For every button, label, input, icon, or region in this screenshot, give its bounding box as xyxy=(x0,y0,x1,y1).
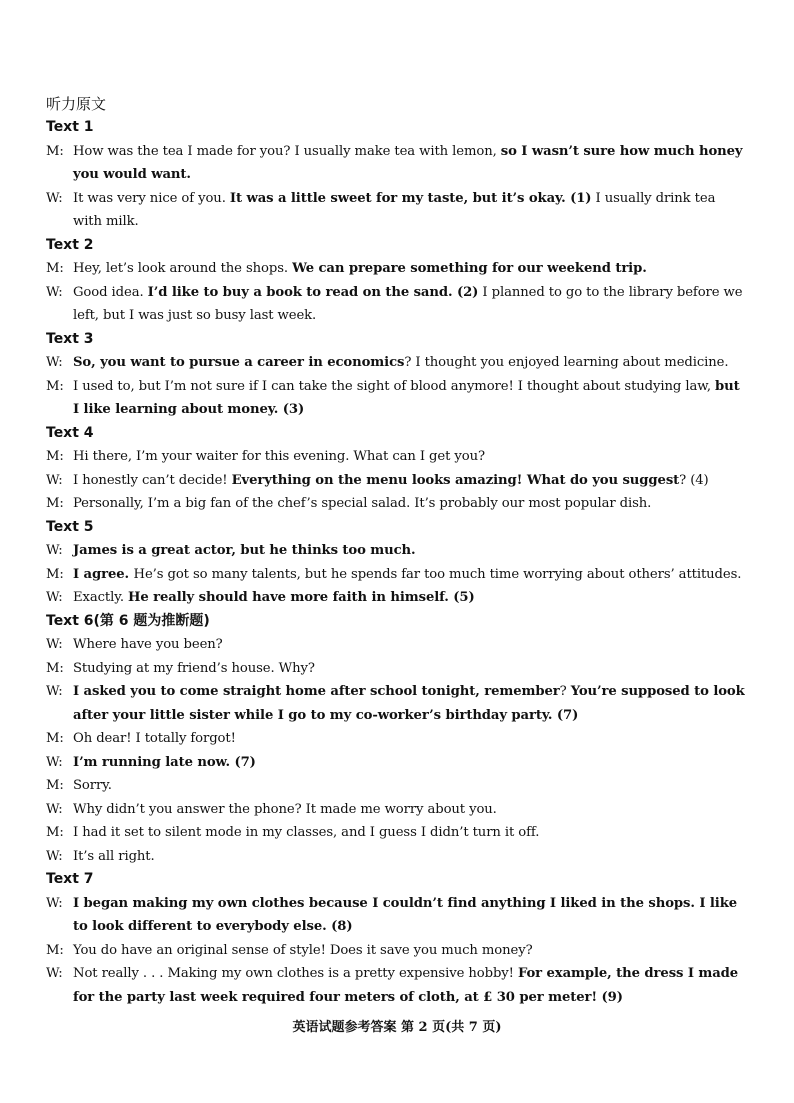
dialogue-text: ? (4) xyxy=(679,472,709,488)
speaker-label: M: xyxy=(46,566,64,582)
dialogue-text: ? I thought you enjoyed learning about medicine. xyxy=(404,355,729,370)
section-heading: Text 6(第 6 题为推断题) xyxy=(46,612,210,629)
answer-highlight: I’m running late now. (7) xyxy=(73,754,256,770)
dialogue-text: You do have an original sense of style! Does it save you much money? xyxy=(73,942,533,958)
dialogue-text: It was very nice of you. xyxy=(73,190,230,206)
transcript-section xyxy=(46,610,748,869)
speaker-label: M: xyxy=(46,942,64,958)
dialogue-text: ? xyxy=(559,684,571,699)
dialogue-text: I planned to go to the library before we left, but I was just so busy last week. xyxy=(73,284,743,323)
transcript-section xyxy=(46,868,748,1009)
speaker-label: M: xyxy=(46,825,64,840)
speaker-label: W: xyxy=(46,684,63,699)
speaker-label: W: xyxy=(46,801,63,817)
speaker-label: M: xyxy=(46,143,64,159)
dialogue-text: Good idea. xyxy=(73,284,148,300)
dialogue-line xyxy=(46,751,748,775)
speaker-label: M: xyxy=(46,660,64,676)
answer-highlight: but I like learning about money. (3) xyxy=(73,378,740,417)
dialogue-line xyxy=(46,798,748,822)
answer-highlight: James is a great actor, but he thinks too much. xyxy=(73,543,416,558)
speaker-label: W: xyxy=(46,848,63,864)
speaker-label: M: xyxy=(46,378,64,394)
section-heading: Text 2 xyxy=(46,236,94,253)
answer-highlight: You’re supposed to look after your little sister while I go to my co-worker’s birthday party. (7) xyxy=(73,684,745,723)
speaker-label: M: xyxy=(46,496,64,511)
dialogue-line xyxy=(46,821,748,845)
dialogue-text: I usually drink tea with milk. xyxy=(73,190,716,229)
document-title: 听力原文 xyxy=(46,95,107,113)
dialogue-line xyxy=(46,140,748,187)
dialogue-line xyxy=(46,563,748,587)
speaker-label: W: xyxy=(46,284,63,300)
dialogue-line xyxy=(46,892,748,939)
dialogue-line xyxy=(46,727,748,751)
dialogue-line xyxy=(46,187,748,234)
speaker-label: W: xyxy=(46,895,63,911)
dialogue-line xyxy=(46,375,748,422)
dialogue-text: It’s all right. xyxy=(73,848,155,864)
speaker-label: M: xyxy=(46,449,64,464)
speaker-label: W: xyxy=(46,543,63,558)
transcript-section xyxy=(46,116,748,234)
section-heading: Text 4 xyxy=(46,424,94,441)
speaker-label: W: xyxy=(46,754,63,770)
dialogue-text: Hi there, I’m your waiter for this evening. What can I get you? xyxy=(73,449,485,464)
transcript-section xyxy=(46,234,748,328)
dialogue-text: He’s got so many talents, but he spends far too much time worrying about others’ attitudes. xyxy=(133,566,742,582)
dialogue-text: Sorry. xyxy=(73,778,112,793)
dialogue-line xyxy=(46,680,748,727)
speaker-label: W: xyxy=(46,637,63,652)
dialogue-line xyxy=(46,774,748,798)
dialogue-text: Studying at my friend’s house. Why? xyxy=(73,660,315,676)
dialogue-text: Why didn’t you answer the phone? It made me worry about you. xyxy=(73,801,497,817)
dialogue-line xyxy=(46,351,748,375)
answer-highlight: I’d like to buy a book to read on the sand. (2) xyxy=(147,284,479,300)
dialogue-text: I had it set to silent mode in my classes, and I guess I didn’t turn it off. xyxy=(73,825,540,840)
answer-highlight: I asked you to come straight home after school tonight, remember xyxy=(73,684,560,699)
answer-highlight: For example, the dress I made for the party last week required four meters of cloth, at £ 30 per meter! (9) xyxy=(73,966,739,1005)
transcript-section xyxy=(46,328,748,422)
dialogue-text: Exactly. xyxy=(73,590,129,605)
dialogue-text: I used to, but I’m not sure if I can take the sight of blood anymore! I thought about studying law, xyxy=(73,378,716,394)
dialogue-text: Where have you been? xyxy=(73,637,223,652)
answer-highlight: We can prepare something for our weekend trip. xyxy=(292,261,647,276)
dialogue-line xyxy=(46,445,748,469)
dialogue-line xyxy=(46,633,748,657)
answer-highlight: He really should have more faith in himself. (5) xyxy=(128,590,475,605)
answer-highlight: It was a little sweet for my taste, but it’s okay. (1) xyxy=(229,190,592,206)
section-heading: Text 5 xyxy=(46,518,94,535)
dialogue-line xyxy=(46,962,748,1009)
speaker-label: M: xyxy=(46,778,64,793)
dialogue-text: Oh dear! I totally forgot! xyxy=(73,731,236,746)
dialogue-text: Hey, let’s look around the shops. xyxy=(73,261,293,276)
dialogue-text: I honestly can’t decide! xyxy=(73,472,232,488)
transcript-section xyxy=(46,516,748,610)
speaker-label: M: xyxy=(46,731,64,746)
dialogue-line xyxy=(46,492,748,516)
speaker-label: W: xyxy=(46,472,63,488)
transcript-list xyxy=(46,116,748,1009)
speaker-label: W: xyxy=(46,966,63,981)
dialogue-line xyxy=(46,281,748,328)
section-heading: Text 1 xyxy=(46,119,94,135)
speaker-label: W: xyxy=(46,590,63,605)
answer-highlight: Everything on the menu looks amazing! What do you suggest xyxy=(231,472,680,488)
document-body xyxy=(46,92,748,1009)
answer-highlight: I began making my own clothes because I couldn’t find anything I liked in the shops. I like to look different to everybody else. (8) xyxy=(73,895,738,934)
answer-highlight: so I wasn’t sure how much honey you would want. xyxy=(73,143,743,182)
dialogue-line xyxy=(46,845,748,869)
dialogue-line xyxy=(46,539,748,563)
dialogue-line xyxy=(46,586,748,610)
page-footer: 英语试题参考答案 第 2 页(共 7 页) xyxy=(292,1020,502,1035)
dialogue-text: Personally, I’m a big fan of the chef’s special salad. It’s probably our most popular dish. xyxy=(73,496,652,511)
speaker-label: M: xyxy=(46,261,64,276)
answer-highlight: I agree. xyxy=(73,566,134,582)
section-heading: Text 7 xyxy=(46,871,94,887)
dialogue-line xyxy=(46,469,748,493)
dialogue-text: Not really . . . Making my own clothes is a pretty expensive hobby! xyxy=(73,966,518,981)
transcript-section xyxy=(46,422,748,516)
speaker-label: W: xyxy=(46,355,63,370)
answer-highlight: So, you want to pursue a career in economics xyxy=(73,355,405,370)
section-heading: Text 3 xyxy=(46,330,94,347)
speaker-label: W: xyxy=(46,190,63,206)
dialogue-line xyxy=(46,939,748,963)
dialogue-line xyxy=(46,657,748,681)
dialogue-line xyxy=(46,257,748,281)
dialogue-text: How was the tea I made for you? I usually make tea with lemon, xyxy=(73,143,501,159)
